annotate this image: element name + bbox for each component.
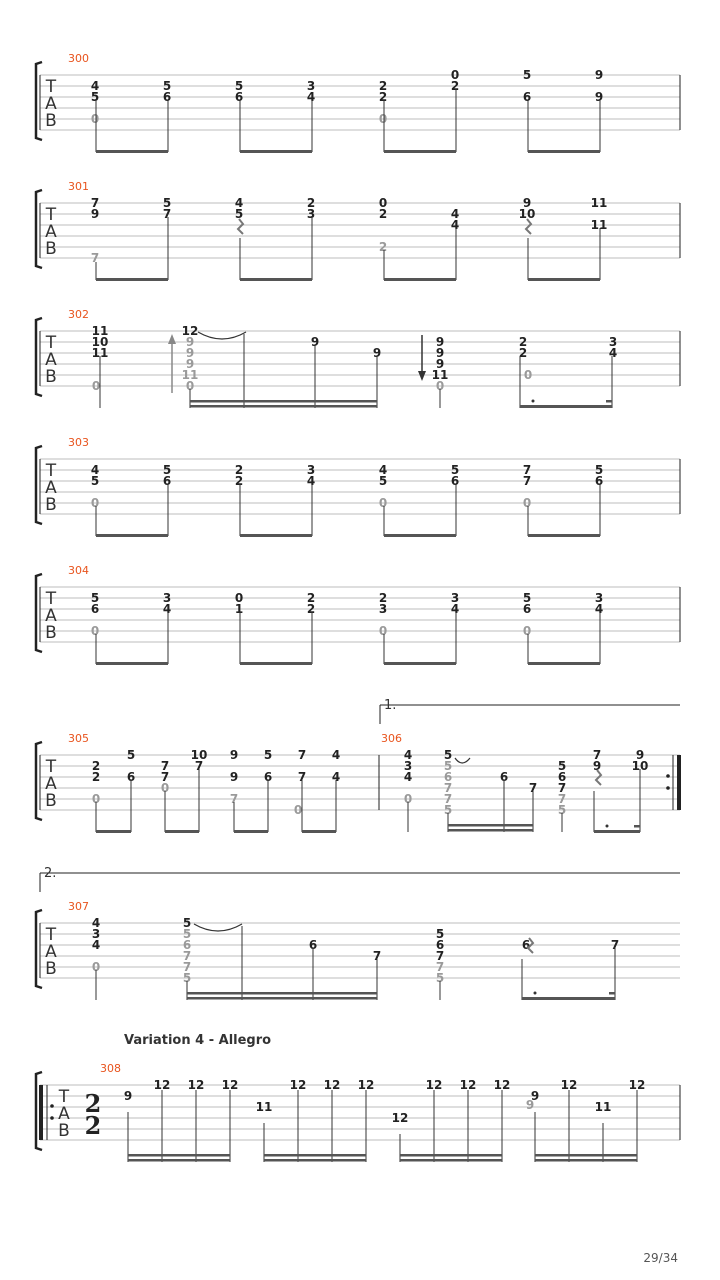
fret-number: 5 <box>557 759 567 773</box>
volta-2 <box>40 866 680 892</box>
fret-number: 2 <box>378 240 388 254</box>
fret-number: 11 <box>181 368 199 382</box>
tab-letter-b: B <box>45 239 57 259</box>
fret-number: 2 <box>234 463 244 477</box>
fret-number: 3 <box>594 591 604 605</box>
fret-number: 5 <box>443 803 453 817</box>
fret-number: 10 <box>518 207 536 221</box>
fret-number: 0 <box>523 368 533 382</box>
measure-number: 308 <box>100 1062 121 1075</box>
fret-number: 4 <box>91 916 101 930</box>
fret-number: 5 <box>90 474 100 488</box>
fret-number: 0 <box>91 960 101 974</box>
fret-number: 9 <box>310 335 320 349</box>
fret-number: 1 <box>234 602 244 616</box>
fret-number: 4 <box>306 474 316 488</box>
fret-number: 9 <box>594 90 604 104</box>
fret-number: 4 <box>162 602 172 616</box>
fret-number: 2 <box>91 770 101 784</box>
fret-number: 9 <box>635 748 645 762</box>
fret-number: 9 <box>530 1089 540 1103</box>
dot <box>534 992 537 995</box>
fret-number: 0 <box>403 792 413 806</box>
fret-number: 7 <box>522 463 532 477</box>
fret-number: 3 <box>378 602 388 616</box>
tab-letter-t: T <box>45 925 57 945</box>
fret-number: 5 <box>90 591 100 605</box>
fret-number: 6 <box>557 770 567 784</box>
tab-letter-b: B <box>45 495 57 515</box>
fret-number: 9 <box>185 335 195 349</box>
fret-number: 9 <box>594 68 604 82</box>
fret-number: 12 <box>493 1078 511 1092</box>
fret-number: 0 <box>234 591 244 605</box>
fret-number: 7 <box>297 748 307 762</box>
start-repeat-barline <box>39 1085 54 1140</box>
fret-number: 3 <box>403 759 413 773</box>
stems <box>100 334 612 408</box>
fret-number: 4 <box>234 196 244 210</box>
fret-number: 3 <box>450 591 460 605</box>
fret-number: 11 <box>91 324 109 338</box>
fret-number: 2 <box>306 196 316 210</box>
tab-letter-t: T <box>45 205 57 225</box>
fret-number: 5 <box>162 463 172 477</box>
fret-number: 11 <box>594 1100 612 1114</box>
fret-number: 6 <box>126 770 136 784</box>
fret-number: 7 <box>182 960 192 974</box>
tab-letter-a: A <box>45 350 57 370</box>
stems <box>96 926 615 1000</box>
fret-number: 4 <box>450 207 460 221</box>
tab-letter-a: A <box>58 1104 70 1124</box>
fret-number: 12 <box>628 1078 646 1092</box>
fret-number: 4 <box>403 748 413 762</box>
fret-number: 5 <box>263 748 273 762</box>
tie-arc <box>198 332 246 339</box>
fret-number: 7 <box>160 770 170 784</box>
fret-number: 12 <box>153 1078 171 1092</box>
fret-number: 0 <box>90 112 100 126</box>
dot <box>532 400 535 403</box>
fret-number: 7 <box>435 960 445 974</box>
fret-number: 7 <box>592 748 602 762</box>
tab-letter-a: A <box>45 94 57 114</box>
fret-number: 5 <box>443 748 453 762</box>
fret-number: 5 <box>182 927 192 941</box>
staff-lines <box>40 1085 680 1140</box>
fret-number: 2 <box>306 591 316 605</box>
rest-icon <box>238 219 531 234</box>
fret-number: 5 <box>435 927 445 941</box>
fret-number: 4 <box>306 90 316 104</box>
fret-number: 0 <box>91 792 101 806</box>
fret-numbers <box>404 748 649 817</box>
measure-number: 307 <box>68 900 89 913</box>
fret-number: 6 <box>182 938 192 952</box>
fret-number: 9 <box>123 1089 133 1103</box>
system-304 <box>36 564 680 665</box>
fret-number: 12 <box>357 1078 375 1092</box>
fret-number: 0 <box>185 379 195 393</box>
system-bracket <box>36 190 42 268</box>
fret-number: 2 <box>234 474 244 488</box>
fret-number: 2 <box>378 591 388 605</box>
fret-number: 5 <box>126 748 136 762</box>
tie-arc <box>194 924 242 931</box>
fret-number: 4 <box>450 602 460 616</box>
fret-number: 4 <box>331 748 341 762</box>
staff-lines <box>40 755 680 810</box>
fret-number: 5 <box>443 759 453 773</box>
fret-number: 7 <box>610 938 620 952</box>
fret-number: 6 <box>263 770 273 784</box>
fret-number: 7 <box>90 251 100 265</box>
fret-number: 11 <box>91 346 109 360</box>
fret-number: 9 <box>229 770 239 784</box>
fret-number: 2 <box>378 207 388 221</box>
system-bracket <box>36 446 42 524</box>
fret-number: 3 <box>608 335 618 349</box>
measure-number: 300 <box>68 52 89 65</box>
fret-number: 10 <box>190 748 208 762</box>
staff-lines <box>40 923 680 978</box>
fret-number: 6 <box>594 474 604 488</box>
fret-number: 2 <box>518 346 528 360</box>
fret-number: 7 <box>194 759 204 773</box>
time-signature-top: 2 <box>84 1089 102 1118</box>
tab-letter-t: T <box>45 77 57 97</box>
tab-letter-b: B <box>45 623 57 643</box>
tab-letter-b: B <box>45 791 57 811</box>
fret-number: 5 <box>234 207 244 221</box>
volta-label: 2. <box>44 866 57 881</box>
fret-number: 5 <box>162 79 172 93</box>
fret-number: 5 <box>162 196 172 210</box>
fret-number: 2 <box>450 79 460 93</box>
dot <box>606 825 609 828</box>
fret-number: 12 <box>221 1078 239 1092</box>
system-303 <box>36 436 680 537</box>
fret-number: 5 <box>557 803 567 817</box>
fret-number: 3 <box>306 463 316 477</box>
stems <box>128 1090 637 1162</box>
time-signature-bottom: 2 <box>84 1111 102 1140</box>
fret-number: 12 <box>289 1078 307 1092</box>
fret-number: 7 <box>435 949 445 963</box>
fret-number: 10 <box>631 759 649 773</box>
tab-letter-t: T <box>45 757 57 777</box>
measure-number: 305 <box>68 732 89 745</box>
fret-number: 0 <box>378 196 388 210</box>
fret-number: 12 <box>187 1078 205 1092</box>
fret-number: 6 <box>435 938 445 952</box>
fret-number: 7 <box>229 792 239 806</box>
fret-number: 5 <box>378 474 388 488</box>
tab-letter-a: A <box>45 478 57 498</box>
fret-number: 2 <box>518 335 528 349</box>
fret-number: 6 <box>450 474 460 488</box>
fret-number: 5 <box>522 591 532 605</box>
fret-numbers <box>92 916 619 985</box>
fret-number: 0 <box>293 803 303 817</box>
fret-number: 9 <box>435 335 445 349</box>
fret-number: 6 <box>234 90 244 104</box>
section-title: Variation 4 - Allegro <box>124 1033 272 1048</box>
measure-number: 302 <box>68 308 89 321</box>
tab-letter-b: B <box>45 959 57 979</box>
fret-number: 0 <box>435 379 445 393</box>
tab-letter-a: A <box>45 774 57 794</box>
fret-number: 9 <box>90 207 100 221</box>
fret-number: 0 <box>378 112 388 126</box>
fret-number: 9 <box>435 346 445 360</box>
staff-lines <box>40 75 680 130</box>
system-301 <box>36 180 680 281</box>
fret-number: 7 <box>528 781 538 795</box>
fret-number: 2 <box>91 759 101 773</box>
fret-number: 6 <box>499 770 509 784</box>
measure-number: 304 <box>68 564 89 577</box>
fret-number: 6 <box>522 90 532 104</box>
fret-number: 3 <box>306 207 316 221</box>
fret-numbers <box>92 748 340 817</box>
fret-number: 11 <box>590 218 608 232</box>
fret-number: 7 <box>162 207 172 221</box>
fret-number: 4 <box>450 218 460 232</box>
tab-letter-b: B <box>45 111 57 131</box>
fret-number: 6 <box>522 602 532 616</box>
beams <box>96 662 600 665</box>
fret-number: 7 <box>557 792 567 806</box>
fret-number: 3 <box>306 79 316 93</box>
fret-number: 6 <box>521 938 531 952</box>
fret-number: 0 <box>90 624 100 638</box>
volta-label: 1. <box>384 698 397 713</box>
measure-number: 306 <box>381 732 402 745</box>
fret-number: 7 <box>372 949 382 963</box>
fret-number: 7 <box>522 474 532 488</box>
fret-number: 7 <box>443 781 453 795</box>
fret-number: 11 <box>590 196 608 210</box>
fret-number: 10 <box>91 335 109 349</box>
system-300 <box>36 52 680 153</box>
system-bracket <box>36 62 42 140</box>
fret-number: 0 <box>378 624 388 638</box>
beams <box>96 824 640 833</box>
system-307 <box>36 866 680 1000</box>
fret-number: 5 <box>435 971 445 985</box>
tab-letter-t: T <box>45 589 57 609</box>
fret-number: 6 <box>443 770 453 784</box>
tab-letter-b: B <box>58 1121 70 1141</box>
tab-letter-b: B <box>45 367 57 387</box>
fret-number: 6 <box>162 90 172 104</box>
fret-number: 5 <box>450 463 460 477</box>
fret-number: 4 <box>378 463 388 477</box>
fret-number: 4 <box>403 770 413 784</box>
measure-number: 303 <box>68 436 89 449</box>
ghost-fret-number: 9 <box>525 1098 535 1112</box>
fret-number: 5 <box>182 971 192 985</box>
fret-number: 2 <box>378 90 388 104</box>
fret-number: 4 <box>91 938 101 952</box>
fret-number: 9 <box>229 748 239 762</box>
system-308 <box>36 1062 680 1162</box>
fret-number: 7 <box>90 196 100 210</box>
beams <box>190 400 612 408</box>
fret-number: 0 <box>522 496 532 510</box>
fret-number: 9 <box>522 196 532 210</box>
tab-letter-a: A <box>45 942 57 962</box>
fret-number: 12 <box>391 1111 409 1125</box>
fret-number: 6 <box>162 474 172 488</box>
fret-number: 12 <box>459 1078 477 1092</box>
system-bracket <box>36 574 42 652</box>
fret-number: 0 <box>522 624 532 638</box>
fret-number: 9 <box>185 346 195 360</box>
system-bracket <box>36 910 42 988</box>
fret-number: 2 <box>306 602 316 616</box>
system-302 <box>36 308 680 408</box>
staff-lines <box>40 331 680 386</box>
fret-number: 4 <box>90 463 100 477</box>
fret-number: 7 <box>182 949 192 963</box>
fret-number: 12 <box>560 1078 578 1092</box>
fret-number: 0 <box>91 379 101 393</box>
fret-number: 7 <box>160 759 170 773</box>
fret-number: 9 <box>372 346 382 360</box>
staff-lines <box>40 587 680 642</box>
fret-number: 4 <box>90 79 100 93</box>
tab-letter-a: A <box>45 606 57 626</box>
fret-number: 11 <box>255 1100 273 1114</box>
fret-number: 0 <box>378 496 388 510</box>
measure-number: 301 <box>68 180 89 193</box>
fret-numbers <box>92 324 618 393</box>
stems <box>96 217 600 280</box>
fret-number: 12 <box>181 324 199 338</box>
page-number: 29/34 <box>643 1251 678 1265</box>
beams <box>96 150 600 153</box>
fret-number: 3 <box>91 927 101 941</box>
fret-number: 4 <box>594 602 604 616</box>
fret-number: 5 <box>182 916 192 930</box>
system-bracket <box>36 742 42 820</box>
tab-letter-t: T <box>58 1087 70 1107</box>
fret-number: 7 <box>297 770 307 784</box>
fret-number: 12 <box>323 1078 341 1092</box>
beams <box>96 534 600 537</box>
fret-number: 5 <box>234 79 244 93</box>
system-bracket <box>36 318 42 396</box>
tab-letter-a: A <box>45 222 57 242</box>
beams <box>187 992 615 1000</box>
fret-number: 0 <box>90 496 100 510</box>
fret-number: 11 <box>431 368 449 382</box>
fret-number: 5 <box>90 90 100 104</box>
tab-letter-t: T <box>45 333 57 353</box>
fret-number: 9 <box>435 357 445 371</box>
fret-number: 9 <box>185 357 195 371</box>
fret-number: 3 <box>162 591 172 605</box>
beams <box>128 1154 637 1162</box>
fret-number: 2 <box>378 79 388 93</box>
fret-number: 7 <box>443 792 453 806</box>
tie-arc <box>455 758 470 763</box>
system-305 <box>36 698 681 833</box>
fret-number: 5 <box>522 68 532 82</box>
fret-number: 6 <box>308 938 318 952</box>
tab-letter-t: T <box>45 461 57 481</box>
fret-number: 9 <box>592 759 602 773</box>
volta-1 <box>380 698 680 724</box>
fret-number: 0 <box>450 68 460 82</box>
fret-number: 4 <box>608 346 618 360</box>
staff-lines <box>40 459 680 514</box>
fret-number: 5 <box>594 463 604 477</box>
fret-number: 12 <box>425 1078 443 1092</box>
staff-lines <box>40 203 680 258</box>
fret-number: 7 <box>557 781 567 795</box>
end-repeat-barline <box>666 755 681 810</box>
fret-number: 6 <box>90 602 100 616</box>
fret-number: 0 <box>160 781 170 795</box>
fret-number: 4 <box>331 770 341 784</box>
time-signature <box>85 1089 102 1140</box>
beams <box>96 278 600 281</box>
